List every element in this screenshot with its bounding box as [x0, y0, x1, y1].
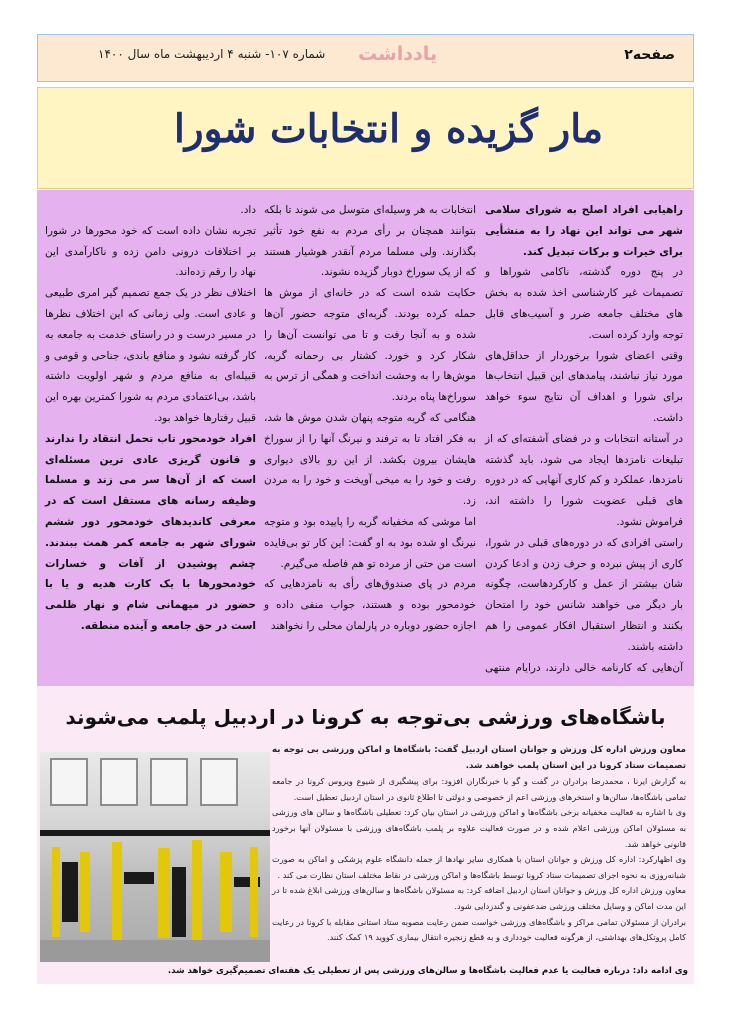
news-headline: باشگاه‌های ورزشی بی‌توجه به کرونا در اردبیل پلمب می‌شوند — [65, 705, 666, 729]
editorial-paragraph: اختلاف نظر در یک جمع تصمیم گیر امری طبیعی و عادی است. ولی زمانی که این اختلاف نظرها در مسیر درست و در راستای خدمت به جامعه به کار گرفته نشود و منافع باندی، جناحی و قومی و قبیله‌ای به منافع مردم و شهر اولویت داشته باشد، بی‌اعتمادی مردم به شورا کمترین بهره این قبیل رفتارها خواهد بود. — [45, 287, 256, 424]
editorial-title-box — [37, 87, 694, 189]
page-number: صفحه۲ — [624, 47, 675, 63]
news-paragraph: برادران از مسئولان تمامی مراکز و باشگاه‌های ورزشی خواست ضمن رعایت مصوبه ستاد استانی مقابله با کرونا در رعایت کامل پروتکل‌های بهداشتی، از هرگونه فعالیت خودداری و به قطع زنجیره انتقال بیماری کووید ۱۹ کمک کنند. — [272, 916, 686, 943]
news-lead: معاون ورزش اداره کل ورزش و جوانان استان اردبیل گفت: باشگاه‌ها و اماکن ورزشی بی توجه به تصمیمات ستاد کرونا در این استان پلمب خواهند شد. — [272, 745, 686, 771]
editorial-paragraph: افراد خودمحور تاب تحمل انتقاد را ندارند و قانون گریزی عادی ترین مسئله‌ای است که از آن‌ها سر می زند و مسلما وظیفه رسانه های مستقل است که در معرفی کاندیدهای خودمحور دور ششم شورای شهر به جامعه کمر همت ببندند. چشم پوشیدن از آفات و خسارات خودمحورها با یک کارت هدیه و یا با حضور در میهمانی شام و نهار ظلمی است در حق جامعه و آینده منطقه. — [45, 432, 256, 632]
editorial-paragraph: آن‌هایی که کارنامه خالی دارند، درایام منتهی — [485, 661, 683, 674]
news-paragraph: به گزارش ایرنا ، محمدرضا برادران در گفت و گو با خبرنگاران افزود: برای پیشگیری از شیوع ویروس کرونا در جامعه تمامی باشگاه‌ها، سالن‌ها و استخرهای ورزشی اعم از خصوصی و دولتی تا اطلاع ثانوی در استان اردبیل تعطیل است. — [272, 776, 686, 802]
editorial-paragraph: هنگامی که گربه متوجه پنهان شدن موش ها شد، به فکر افتاد تا به ترفند و نیرنگ آنها را از سوراخ هایشان بیرون بکشد. از این رو بالای دیواری رفت و خود را به میخی آویخت و خود را به مردن زد. — [264, 411, 476, 508]
news-paragraph: وی اظهارکرد: اداره کل ورزش و جوانان استان با همکاری سایر نهادها از جمله دانشگاه علوم پزشکی و اماکن به صورت شبانه‌روزی به نحوه اجرای تصمیمات ستاد کرونا توسط باشگاه‌ها و اماکن ورزشی در نقاط مختلف استان نظارت می کند . — [272, 854, 686, 880]
gym-photo — [40, 752, 270, 962]
news-paragraph: وی با اشاره به فعالیت مخفیانه برخی باشگاه‌ها و اماکن ورزشی در استان بیان کرد: تعطیلی باشگاه‌ها و سالن های ورزشی به مسئولان اماکن ورزشی اعلام شده و در صورت فعالیت علاوه بر پلمب باشگاه‌های ورزشی با مسئولان آنها برخورد قانونی خواهد شد. — [272, 807, 686, 849]
editorial-paragraph: اما موشی که مخفیانه گربه را پاییده بود و متوجه نیرنگ او شده بود به او گفت: این کار تو بی‌فایده است من حتی از مرده تو هم فاصله می‌گیرم. — [264, 515, 476, 570]
editorial-paragraph: مردم در پای صندوق‌های رأی به نامزدهایی که خودمحور بوده و هستند، جواب منفی داده و اجازه حضور دوباره در پارلمان محلی را نخواهند — [264, 578, 476, 632]
editorial-paragraph: داد. — [240, 204, 256, 216]
editorial-column-3 — [45, 200, 256, 637]
editorial-paragraph: در آستانه انتخابات و در فضای آشفته‌ای که از تبلیغات نامزدها ایجاد می شود، باید گذشته نامزدها، عملکرد و کم کاری آنهایی که در دوره های قبلی عضویت شورا را داشته اند، فراموش نشود. — [485, 432, 683, 528]
editorial-paragraph: راهیابی افراد اصلح به شورای سلامی شهر می تواند این نهاد را به منشأیی برای خیرات و برکات تبدیل کند. — [485, 204, 683, 258]
section-label: یادداشت — [358, 43, 438, 65]
news-body — [272, 743, 686, 946]
page-header — [37, 34, 694, 82]
editorial-paragraph: تجربه نشان داده است که خود محورها در شورا بر اختلافات درونی دامن زده و ناکارآمدی این نهاد را رقم زده‌اند. — [45, 224, 256, 279]
editorial-paragraph: راستی افرادی که در دوره‌های قبلی در شورا، کاری از پیش نبرده و حرف زدن و ادعا کردن شان بیشتر از عمل و کارکردهاست، چگونه بار دیگر می خواهند شانس خود را امتحان بکنند و انتظار استقبال افکار عمومی را هم داشته باشند. — [485, 536, 683, 653]
issue-date: شماره ۱۰۷- شنبه ۴ اردیبهشت ماه سال ۱۴۰۰ — [98, 47, 326, 61]
editorial-title: مار گزیده و انتخابات شورا — [173, 106, 603, 152]
news-paragraph: معاون ورزش اداره کل ورزش و جوانان استان اردبیل اضافه کرد: به مسئولان باشگاه‌ها و سالن‌های ورزشی ابلاغ شده تا در این مدت اماکن و وسایل مختلف ورزشی ضدعفونی و گندزدایی شود. — [272, 885, 686, 911]
editorial-paragraph: انتخابات به هر وسیله‌ای متوسل می شوند تا بلکه بتوانند همچنان بر رأی مردم به نفع خود تأثیر بگذارند. ولی مسلما مردم آنقدر هوشیار هستند که از یک سوراخ دوبار گزیده نشوند. — [264, 204, 476, 279]
editorial-paragraph: وقتی اعضای شورا برخوردار از حداقل‌های مورد نیاز نباشند، پیامدهای این قبیل انتخاب‌ها برای شورا و اهداف آن نتایج سوء خواهد داشت. — [485, 349, 683, 424]
editorial-column-2 — [264, 200, 476, 637]
news-closing: وی ادامه داد: درباره فعالیت یا عدم فعالیت باشگاه‌ها و سالن‌های ورزشی پس از تعطیلی یک هفته‌ای تصمیم‌گیری خواهد شد. — [167, 966, 688, 976]
editorial-paragraph: در پنج دوره گذشته، ناکامی شوراها و تصمیمات غیر کارشناسی اخذ شده به بخش های مختلف جامعه ضرر و آسیب‌های قابل توجه وارد کرده است. — [485, 266, 683, 341]
editorial-paragraph: حکایت شده است که در خانه‌ای از موش ها حمله کرده بودند. گربه‌ای متوجه حضور آن‌ها شده و به آنجا رفت و تا می توانست آن‌ها را شکار کرد و خورد. کشتار بی رحمانه گربه، موش‌ها را به وحشت انداخت و همگی از ترس به سوراخ‌ها پناه بردند. — [264, 287, 476, 404]
editorial-column-1 — [485, 200, 683, 699]
